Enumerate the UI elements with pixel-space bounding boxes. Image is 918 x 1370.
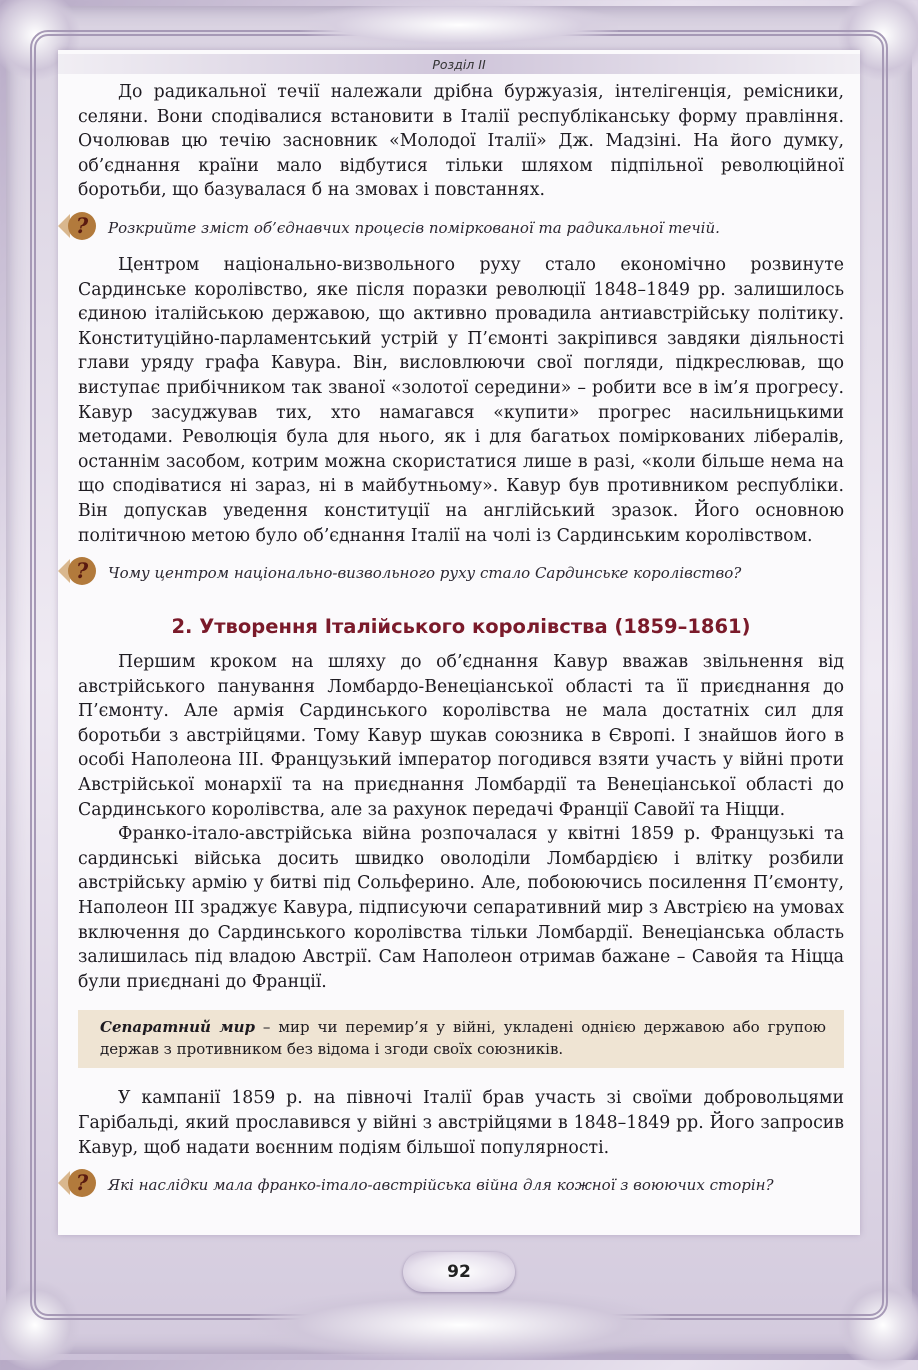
term-definition-box bbox=[78, 1010, 844, 1068]
term-definition: – мир чи перемир’я у війні, укладені однією державою або групою держав з противником без відома і згоди своїх союзників. bbox=[100, 1018, 826, 1059]
paragraph-radical-current: До радикальної течії належали дрібна буржуазія, інтелігенція, ремісники, селяни. Вони сподівалися встановити в Італії республіканську форму правління. Очолював цю течію засновник «Молодої Італії» Дж. Мадзіні. На його думку, об’єднання країни мало відбутися тільки шляхом підпільної революційної боротьби, що базувалася б на змовах і повстаннях. bbox=[78, 82, 844, 201]
section-heading: 2. Утворення Італійського королівства (1859–1861) bbox=[171, 615, 751, 639]
paragraph-war: Франко-італо-австрійська війна розпочалася у квітні 1859 р. Французькі та сардинські війська досить швидко оволоділи Ломбардією і влітку розбили австрійську армію у битві під Сольферино. Але, побоюючись посилення П’ємонту, Наполеон ІІІ зраджує Кавура, підписуючи сепаративний мир з Австрією на умовах включення до Сардинського королівства тільки Ломбардії. Венеціанська область залишилась під владою Австрії. Сам Наполеон отримав бажане – Савойя та Ніцца були приєднані до Франції. bbox=[78, 824, 844, 992]
paragraph-garibaldi: У кампанії 1859 р. на півночі Італії брав участь зі своїми добровольцями Гарібальді, який прославився у війні з австрійцями в 1848–1849 рр. Його запросив Кавур, щоб надати воєнним подіям більшої популярності. bbox=[78, 1088, 844, 1158]
question-block bbox=[75, 212, 844, 239]
paragraph-first-step: Першим кроком на шляху до об’єднання Кавур вважав звільнення від австрійського панування Ломбардо-Венеціанської області та її приєднання до П’ємонту. Але армія Сардинського королівства не мала достатніх сил для боротьби з австрійцями. Тому Кавур шукав союзника в Європі. І знайшов його в особі Наполеона ІІІ. Французький імператор погодився взяти участь у війні проти Австрійської монархії та на приєднання Ломбардії та Венеціанської області до Сардинського королівства, але за рахунок передачі Франції Савойї та Ніцци. bbox=[78, 652, 844, 820]
frame-top-ornament bbox=[300, 2, 618, 48]
question-block bbox=[75, 558, 844, 584]
paragraph-sardinia: Центром національно-визвольного руху стало економічно розвинуте Сардинське королівство, яке після поразки революції 1848–1849 рр. залишилось єдиною італійською державою, що активно провадила антиавстрійську політику. Конституційно-парламентський устрій у П’ємонті закріпився завдяки діяльності глави уряду графа Кавура. Він, висловлюючи свої погляди, підкреслював, що виступає прибічником так званої «золотої середини» – робити все в ім’я прогресу. Кавур засуджував тих, хто намагався «купити» прогрес насильницькими методами. Революція була для нього, як і для багатьох поміркованих лібералів, останнім засобом, котрим можна скористатися лише в разі, «коли більше нема на що сподіватися ні зараз, ні в майбутньому». Кавур був противником республіки. Він допускав уведення конституції на англійський зразок. Його основною політичною метою було об’єднання Італії на чолі із Сардинським королівством. bbox=[78, 254, 844, 546]
running-header bbox=[58, 54, 860, 74]
section-label: Розділ ІІ bbox=[432, 57, 486, 72]
frame-bottom-ornament bbox=[250, 1290, 670, 1360]
question-text: Розкрийте зміст об’єднавчих процесів поміркованої та радикальної течій. bbox=[108, 218, 720, 237]
svg-text:?: ? bbox=[75, 1170, 89, 1196]
question-mark-icon bbox=[56, 209, 98, 243]
term-word: Сепаратний мир bbox=[100, 1018, 255, 1037]
question-mark-icon bbox=[56, 554, 98, 588]
page-content bbox=[75, 80, 844, 1210]
page-number: 92 bbox=[447, 1262, 471, 1282]
question-text: Які наслідки мала франко-італо-австрійська війна для кожної з воюючих сторін? bbox=[108, 1176, 774, 1195]
svg-text:?: ? bbox=[75, 212, 89, 238]
question-text: Чому центром національно-визвольного руху стало Сардинське королівство? bbox=[108, 564, 742, 583]
question-block bbox=[75, 1170, 844, 1196]
page-number-badge bbox=[403, 1252, 515, 1292]
question-mark-icon bbox=[56, 1166, 98, 1200]
svg-text:?: ? bbox=[75, 558, 89, 584]
